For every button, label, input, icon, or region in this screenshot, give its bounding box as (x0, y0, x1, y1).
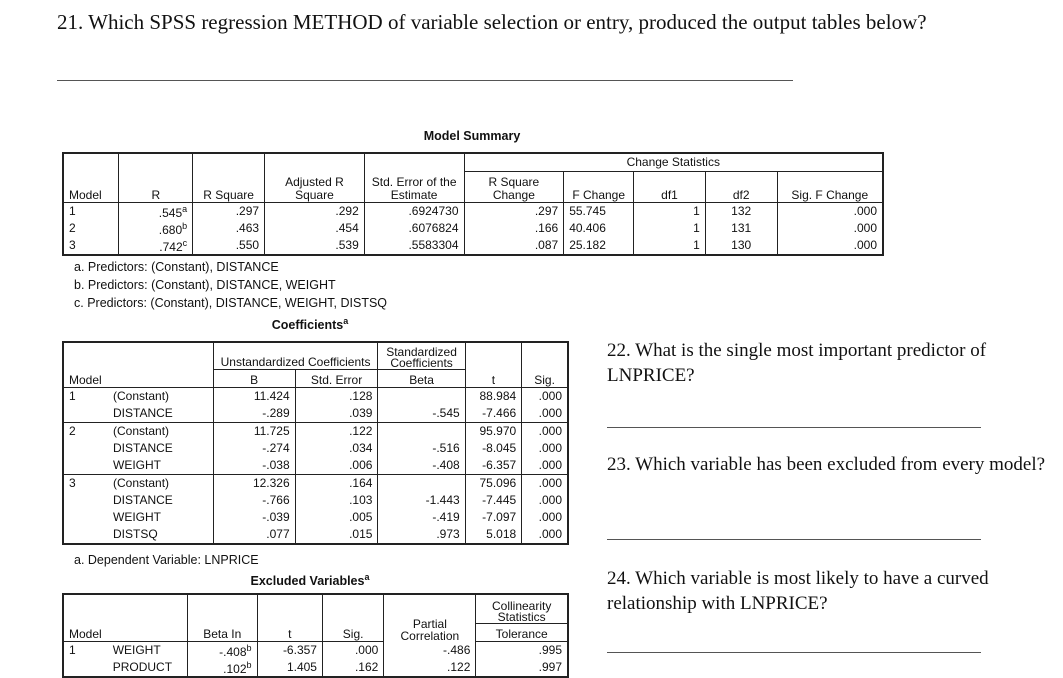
coef-t-cell: 95.970 (465, 423, 522, 441)
coef-variable-cell: DISTANCE (109, 492, 213, 509)
coef-model-cell (63, 457, 109, 475)
table-row (63, 457, 568, 475)
coef-beta-cell (378, 475, 465, 493)
exc-beta-sup: b (246, 660, 252, 670)
coef-se-cell: .015 (295, 526, 378, 544)
coef-sig-cell: .000 (538, 389, 562, 403)
coef-b-cell: .077 (213, 526, 295, 544)
coef-b-cell: -.039 (213, 509, 295, 526)
coef-se-cell: .006 (295, 457, 378, 475)
ms-r-sup: c (182, 237, 188, 248)
coef-se-cell: .005 (295, 509, 378, 526)
exc-beta-value: .102 (223, 662, 247, 676)
exc-t-cell: -6.357 (257, 642, 322, 660)
exc-sig-cell: .162 (322, 659, 383, 677)
exc-col-collin: Collinearity Statistics (476, 594, 568, 624)
coef-se-cell: .164 (295, 475, 378, 493)
coef-b-cell: 11.424 (213, 388, 295, 406)
coef-sig-cell: .000 (538, 493, 562, 507)
coef-variable-cell: DISTSQ (109, 526, 213, 544)
coef-beta-cell (378, 388, 465, 406)
coef-sig-cell: .000 (538, 406, 562, 420)
ms-rsq-cell: .297 (193, 202, 265, 220)
coef-model-cell: 3 (63, 475, 109, 493)
coef-model-cell (63, 492, 109, 509)
coef-col-b: B (213, 370, 295, 388)
exc-model-cell: 1 (69, 643, 76, 657)
col-r: R (119, 172, 193, 203)
coef-col-se: Std. Error (295, 370, 378, 388)
ms-rsqc-cell: .087 (464, 237, 564, 255)
coef-b-cell: -.766 (213, 492, 295, 509)
exc-var-cell: WEIGHT (108, 642, 188, 660)
coef-beta-cell: -.545 (378, 405, 465, 423)
excluded-title (200, 572, 420, 588)
ms-sig-cell: .000 (853, 220, 877, 235)
exc-col-beta-in: Beta In (187, 624, 257, 642)
table-row (63, 440, 568, 457)
question-23: 23. Which variable has been excluded from every model? (607, 454, 1046, 475)
coef-col-beta: Beta (378, 370, 465, 388)
coef-variable-cell: (Constant) (109, 388, 213, 406)
col-f-change: F Change (564, 172, 634, 203)
ms-adj-cell: .539 (265, 237, 365, 255)
coef-variable-cell: (Constant) (109, 423, 213, 441)
coef-variable-cell: WEIGHT (109, 509, 213, 526)
coef-col-t: t (465, 370, 522, 388)
coef-t-cell: 5.018 (465, 526, 522, 544)
coef-b-cell: -.289 (213, 405, 295, 423)
coef-b-cell: 12.326 (213, 475, 295, 493)
table-row (63, 475, 568, 493)
answer-line-24 (607, 652, 981, 653)
exc-col-model: Model (63, 624, 108, 642)
ms-fc-cell: 40.406 (564, 220, 634, 237)
coef-t-cell: -7.445 (465, 492, 522, 509)
coef-sig-cell: .000 (522, 475, 568, 493)
table-row (63, 659, 568, 677)
exc-var-cell: PRODUCT (108, 659, 188, 677)
table-row (63, 237, 883, 255)
std-coef-header: Standardized Coefficients (378, 342, 465, 370)
coefficients-title (200, 316, 420, 332)
ms-rsq-cell: .550 (193, 237, 265, 255)
answer-line-23 (607, 539, 981, 540)
exc-tol-cell: .995 (538, 643, 562, 657)
coefficients-title-sup: a (343, 316, 349, 326)
table-row (63, 388, 568, 406)
coefficients-table (62, 341, 569, 545)
exc-col-sig: Sig. (322, 624, 383, 642)
exc-beta-cell (187, 659, 257, 677)
table-row (63, 202, 883, 220)
exc-t-cell: 1.405 (257, 659, 322, 677)
coef-sig-cell: .000 (538, 441, 562, 455)
ms-df1-cell: 1 (634, 237, 706, 255)
table-row (63, 423, 568, 441)
coef-model-cell (63, 526, 109, 544)
table-row (63, 642, 568, 660)
exc-beta-cell (187, 642, 257, 660)
ms-se-cell: .6924730 (364, 202, 464, 220)
ms-se-cell: .6076824 (364, 220, 464, 237)
ms-note-c: c. Predictors: (Constant), DISTANCE, WEIGHT, DISTSQ (74, 296, 388, 310)
model-summary-title: Model Summary (423, 129, 521, 143)
coef-t-cell: -7.097 (465, 509, 522, 526)
ms-sig-cell: .000 (853, 203, 877, 218)
coef-se-cell: .122 (295, 423, 378, 441)
coef-se-cell: .103 (295, 492, 378, 509)
answer-line-22 (607, 427, 981, 428)
exc-col-partial: Partial Correlation (384, 594, 476, 642)
col-model: Model (63, 172, 119, 203)
ms-rsq-cell: .463 (193, 220, 265, 237)
table-row (63, 220, 883, 237)
coef-t-cell: -7.466 (465, 405, 522, 423)
ms-r-cell (119, 220, 193, 237)
ms-r-value: .742 (159, 239, 183, 254)
question-24: 24. Which variable is most likely to have a curved relationship with LNPRICE? (607, 568, 989, 614)
ms-se-cell: .5583304 (364, 237, 464, 255)
coef-sig-cell: .000 (538, 510, 562, 524)
coef-col-sig: Sig. (522, 370, 568, 388)
ms-model-cell: 2 (63, 220, 119, 237)
coef-variable-cell: (Constant) (109, 475, 213, 493)
coef-model-cell (63, 440, 109, 457)
exc-tol-cell: .997 (538, 660, 562, 674)
coef-sig-cell: .000 (538, 458, 562, 472)
col-std-error: Std. Error of the Estimate (364, 172, 464, 203)
table-row (63, 509, 568, 526)
ms-adj-cell: .454 (265, 220, 365, 237)
ms-df2-cell: 132 (705, 202, 777, 220)
exc-col-t: t (257, 624, 322, 642)
coef-b-cell: -.274 (213, 440, 295, 457)
ms-model-cell: 1 (63, 202, 119, 220)
coef-variable-cell: WEIGHT (109, 457, 213, 475)
answer-line-21 (57, 80, 793, 81)
ms-sig-cell: .000 (853, 237, 877, 252)
coef-model-cell (63, 405, 109, 423)
exc-sig-cell: .000 (322, 642, 383, 660)
col-df2: df2 (705, 172, 777, 203)
question-21: 21. Which SPSS regression METHOD of variable selection or entry, produced the output tables below? (57, 10, 927, 34)
coef-model-cell: 1 (69, 389, 76, 403)
ms-model-cell: 3 (63, 237, 119, 255)
ms-note-a: a. Predictors: (Constant), DISTANCE (74, 260, 279, 274)
col-rsq-change: R Square Change (464, 172, 564, 203)
excluded-table (62, 593, 569, 678)
coef-t-cell: -8.045 (465, 440, 522, 457)
coef-variable-cell: DISTANCE (109, 440, 213, 457)
coef-beta-cell (378, 423, 465, 441)
ms-r-sup: b (182, 220, 188, 231)
ms-r-value: .545 (158, 205, 183, 220)
excluded-title-sup: a (364, 572, 370, 582)
coef-se-cell: .039 (295, 405, 378, 423)
exc-model-cell (63, 659, 108, 677)
coef-beta-cell: -1.443 (378, 492, 465, 509)
coef-sig-cell: .000 (538, 527, 562, 541)
coef-t-cell: 88.984 (465, 388, 522, 406)
table-row (63, 526, 568, 544)
col-adj-rsq: Adjusted R Square (265, 172, 365, 203)
ms-df2-cell: 130 (705, 237, 777, 255)
coef-se-cell: .034 (295, 440, 378, 457)
coef-sig-cell: .000 (522, 423, 568, 441)
exc-col-tol: Tolerance (476, 624, 568, 642)
ms-df2-cell: 131 (705, 220, 777, 237)
coef-se-cell: .128 (295, 388, 378, 406)
ms-note-b: b. Predictors: (Constant), DISTANCE, WEIGHT (74, 278, 336, 292)
ms-fc-cell: 25.182 (564, 237, 634, 255)
col-df1: df1 (634, 172, 706, 203)
ms-rsqc-cell: .166 (464, 220, 564, 237)
exc-partial-cell: -.486 (384, 642, 476, 660)
coef-b-cell: -.038 (213, 457, 295, 475)
coefficients-title-text: Coefficients (271, 318, 344, 333)
ms-df1-cell: 1 (634, 220, 706, 237)
model-summary-table (62, 152, 884, 256)
coef-b-cell: 11.725 (213, 423, 295, 441)
coef-beta-cell: .973 (378, 526, 465, 544)
question-22: 22. What is the single most important predictor of LNPRICE? (607, 340, 987, 386)
ms-r-sup: a (182, 203, 188, 214)
unstd-coef-header: Unstandardized Coefficients (213, 342, 378, 370)
coef-note: a. Dependent Variable: LNPRICE (74, 553, 259, 567)
ms-df1-cell: 1 (634, 202, 706, 220)
coef-beta-cell: -.419 (378, 509, 465, 526)
ms-r-value: .680 (158, 222, 183, 237)
ms-r-cell (119, 237, 193, 255)
ms-r-cell (119, 202, 193, 220)
coef-model-cell: 2 (63, 423, 109, 441)
table-row (63, 492, 568, 509)
table-row (63, 405, 568, 423)
coef-beta-cell: -.516 (378, 440, 465, 457)
ms-rsqc-cell: .297 (464, 202, 564, 220)
ms-fc-cell: 55.745 (564, 202, 634, 220)
coef-col-model: Model (63, 370, 109, 388)
col-rsq: R Square (193, 172, 265, 203)
coef-t-cell: 75.096 (465, 475, 522, 493)
coef-model-cell (63, 509, 109, 526)
exc-beta-value: -.408 (219, 645, 247, 659)
excluded-title-text: Excluded Variables (250, 574, 365, 589)
coef-variable-cell: DISTANCE (109, 405, 213, 423)
exc-partial-cell: .122 (384, 659, 476, 677)
change-statistics-header: Change Statistics (464, 153, 883, 172)
col-sig-f: Sig. F Change (777, 172, 883, 203)
coef-t-cell: -6.357 (465, 457, 522, 475)
ms-adj-cell: .292 (265, 202, 365, 220)
coef-beta-cell: -.408 (378, 457, 465, 475)
exc-beta-sup: b (246, 643, 252, 653)
